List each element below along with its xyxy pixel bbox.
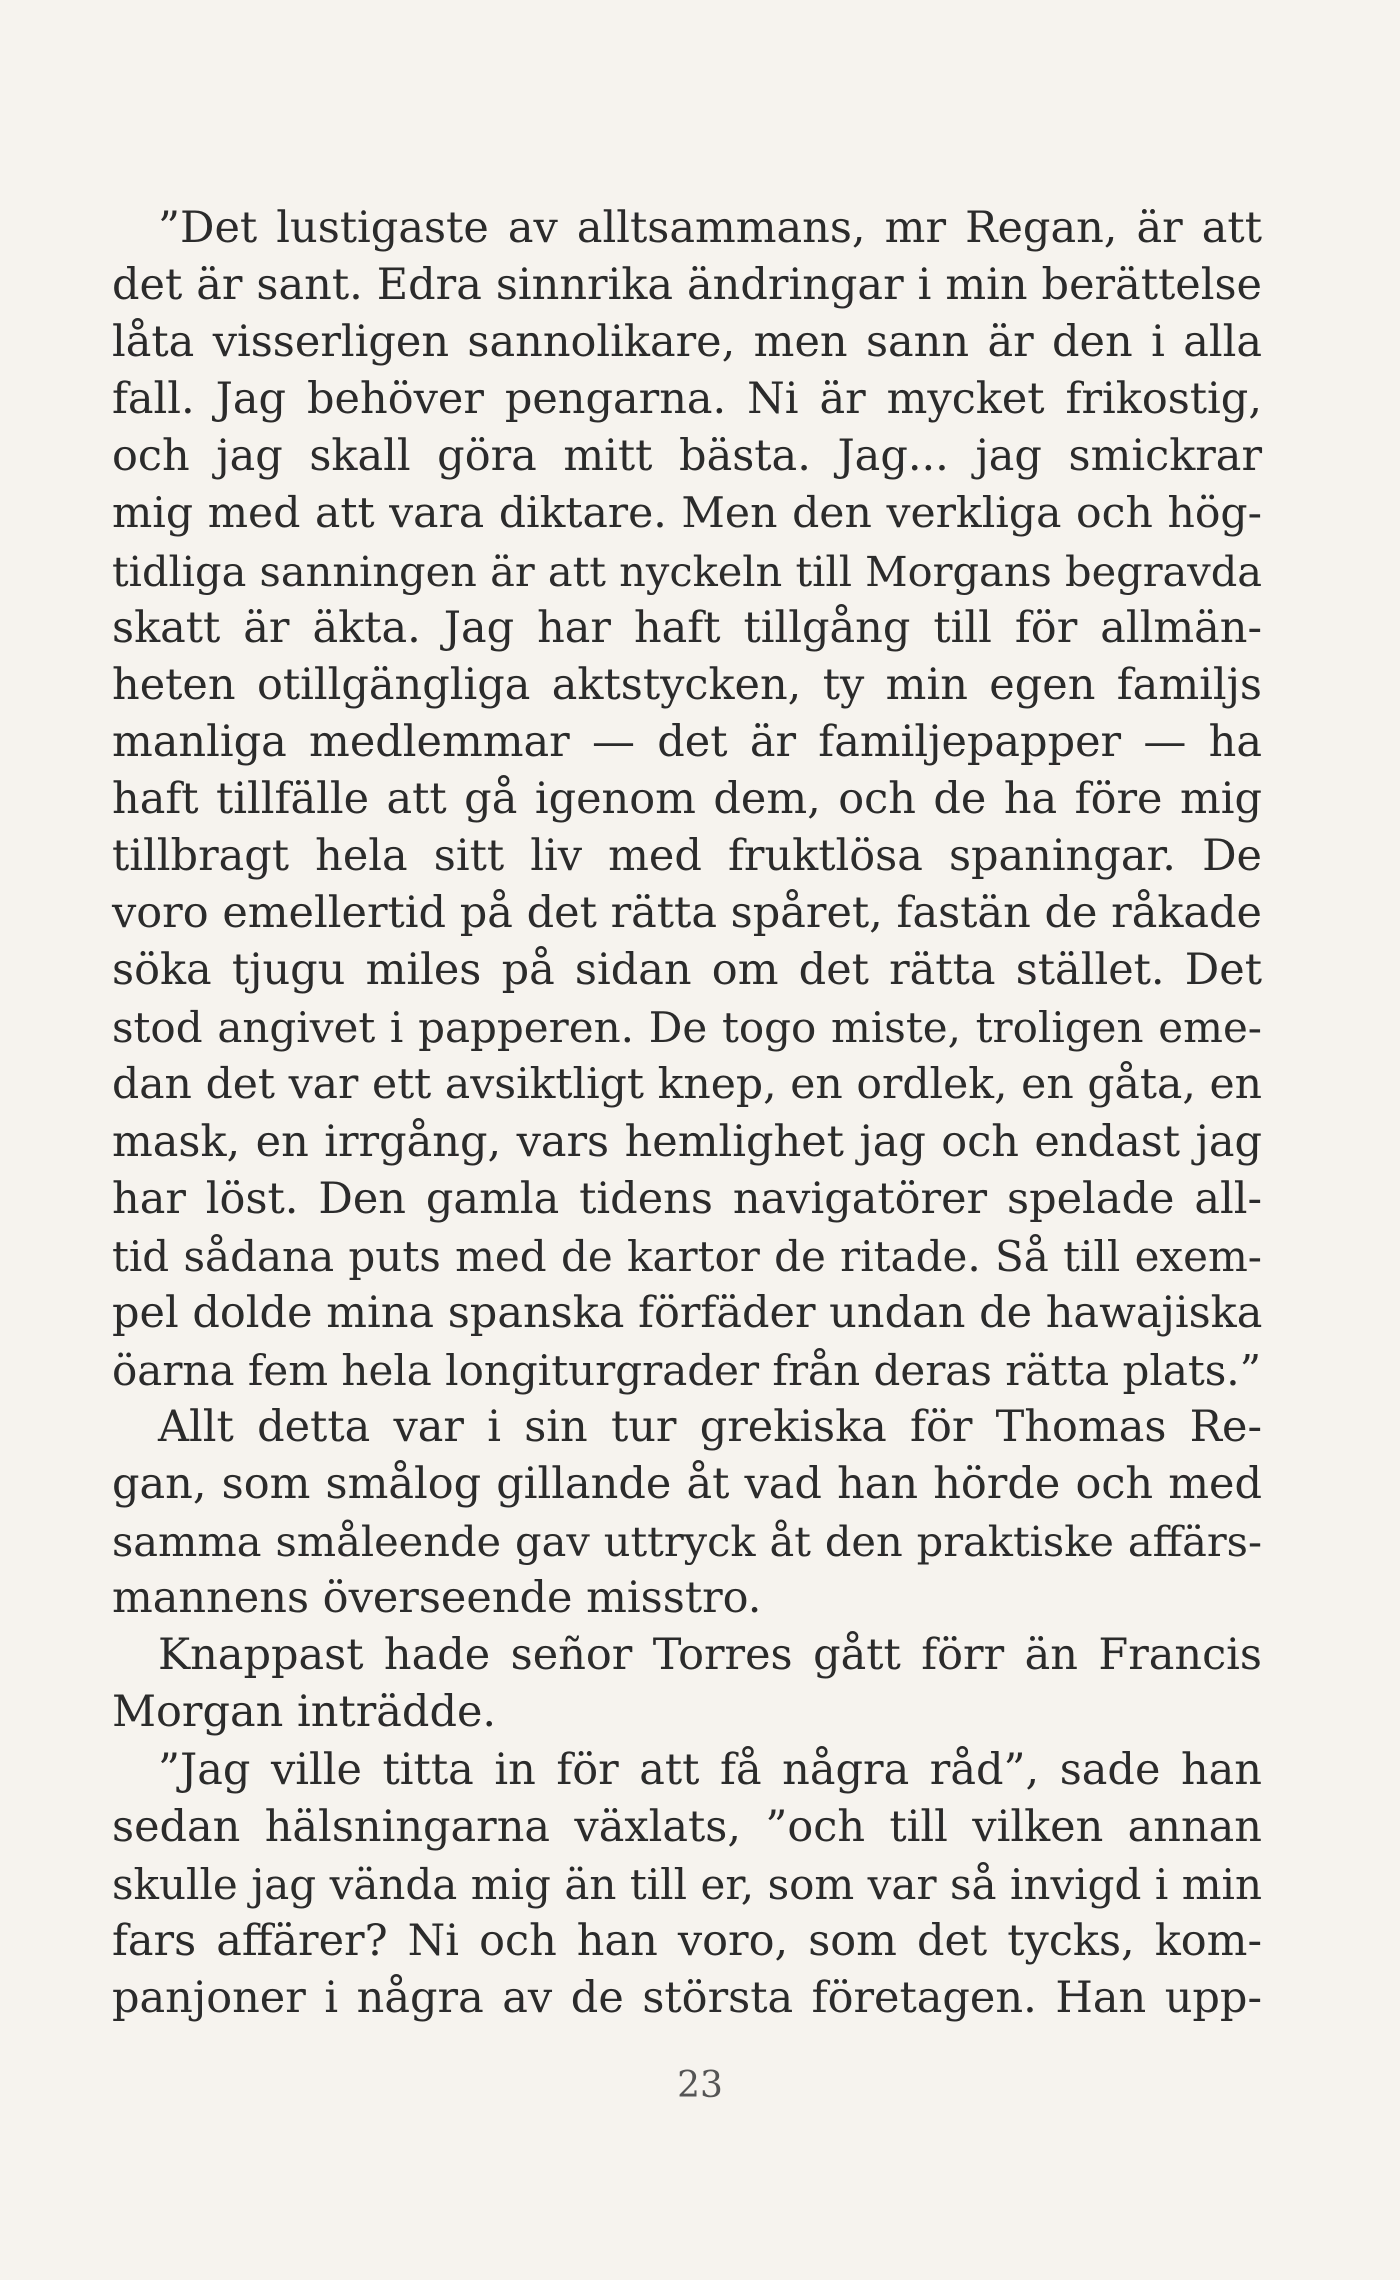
text-line: pel dolde mina spanska förfäder undan de hawajiska [112, 1287, 1263, 1338]
text-line: ”Jag ville titta in för att få några råd”, sade han [158, 1744, 1262, 1795]
text-line: skulle jag vända mig än till er, som var så invigd i min [112, 1859, 1262, 1909]
text-line: har löst. Den gamla tidens navigatörer spelade all- [112, 1173, 1262, 1224]
text-line: manliga medlemmar — det är familjepapper — ha [112, 716, 1262, 767]
paragraph [112, 1627, 1262, 1741]
text-line: gan, som smålog gillande åt vad han hörde och med [112, 1459, 1262, 1510]
text-line: voro emellertid på det rätta spåret, fastän de råkade [112, 888, 1262, 939]
text-line: tillbragt hela sitt liv med fruktlösa spaningar. De [112, 831, 1262, 882]
text-line: dan det var ett avsiktligt knep, en ordlek, en gåta, en [112, 1060, 1262, 1110]
text-line: fall. Jag behöver pengarna. Ni är mycket frikostig, [112, 374, 1262, 425]
text-line: öarna fem hela longiturgrader från deras rätta plats.” [112, 1345, 1262, 1395]
text-line: Knappast hade señor Torres gått förr än Francis [158, 1630, 1262, 1681]
page-number: 23 [677, 2065, 723, 2106]
text-line: panjoner i några av de största företagen. Han upp- [112, 1972, 1262, 2023]
text-line: sedan hälsningarna växlats, ”och till vilken annan [112, 1801, 1262, 1852]
text-line: mask, en irrgång, vars hemlighet jag och endast jag [112, 1116, 1262, 1167]
text-line: tid sådana puts med de kartor de ritade. Så till exem- [112, 1231, 1262, 1281]
text-line: och jag skall göra mitt bästa. Jag... jag smickrar [112, 431, 1262, 482]
text-line: stod angivet i papperen. De togo miste, troligen eme- [112, 1003, 1262, 1053]
text-line: Morgan inträdde. [112, 1687, 497, 1738]
text-line: haft tillfälle att gå igenom dem, och de ha före mig [112, 773, 1262, 824]
text-line: heten otillgängliga aktstycken, ty min egen familjs [112, 659, 1262, 710]
text-line: ”Det lustigaste av alltsammans, mr Regan, är att [158, 203, 1262, 253]
text-line: det är sant. Edra sinnrika ändringar i min berättelse [112, 260, 1262, 311]
text-line: skatt är äkta. Jag har haft tillgång till för allmän- [112, 602, 1262, 653]
text-line: tidliga sanningen är att nyckeln till Morgans begravda [112, 546, 1263, 596]
body-text [112, 200, 1262, 2027]
text-line: samma småleende gav uttryck åt den praktiske affärs- [112, 1517, 1262, 1567]
text-line: fars affärer? Ni och han voro, som det tycks, kom- [112, 1915, 1262, 1966]
text-line: söka tjugu miles på sidan om det rätta stället. Det [112, 945, 1262, 996]
paragraph [112, 1399, 1262, 1627]
paragraph [112, 1742, 1262, 2027]
text-line: låta visserligen sannolikare, men sann är den i alla [112, 317, 1262, 368]
text-line: Allt detta var i sin tur grekiska för Thomas Re- [158, 1401, 1262, 1452]
paragraph [112, 200, 1262, 1399]
text-line: mannens överseende misstro. [112, 1573, 762, 1624]
text-line: mig med att vara diktare. Men den verkliga och hög- [112, 489, 1262, 539]
